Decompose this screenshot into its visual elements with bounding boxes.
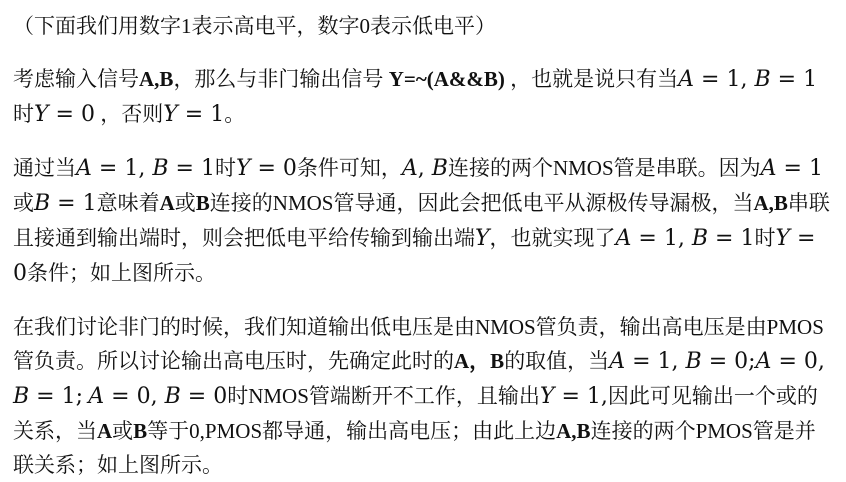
para-pmos-parallel-analysis: 在我们讨论非门的时候，我们知道输出低电压是由NMOS管负责，输出高电压是由PMOS管负责。所以讨论输出高电压时，先确定此时的A，B的取值，当A = 1, B = 0;A = 0, B = 1; A = 0, B = 0时NMOS管端断开不工作，且输出Y = 1,因此可见输出一个或的关系，当A或B等于0,PMOS都导通，输出高电压；由此上边A,B连接的两个PMOS管是并联关系；如上图所示。 (13, 315, 825, 477)
para-level-convention-note: （下面我们用数字1表示高电平，数字0表示低电平） (13, 14, 496, 38)
para-nmos-series-analysis: 通过当A = 1, B = 1时Y = 0条件可知，A, B连接的两个NMOS管是串联。因为A = 1或B = 1意味着A或B连接的NMOS管导通，因此会把低电平从源极传导漏极，当A,B串联且接通到输出端时，则会把低电平给传输到输出端Y，也就实现了A = 1, B = 1时Y = 0条件；如上图所示。 (13, 156, 830, 286)
para-nand-output-signal: 考虑输入信号A,B，那么与非门输出信号 Y=~(A&&B) ，也就是说只有当A = 1, B = 1时Y = 0 ，否则Y = 1。 (13, 67, 818, 127)
